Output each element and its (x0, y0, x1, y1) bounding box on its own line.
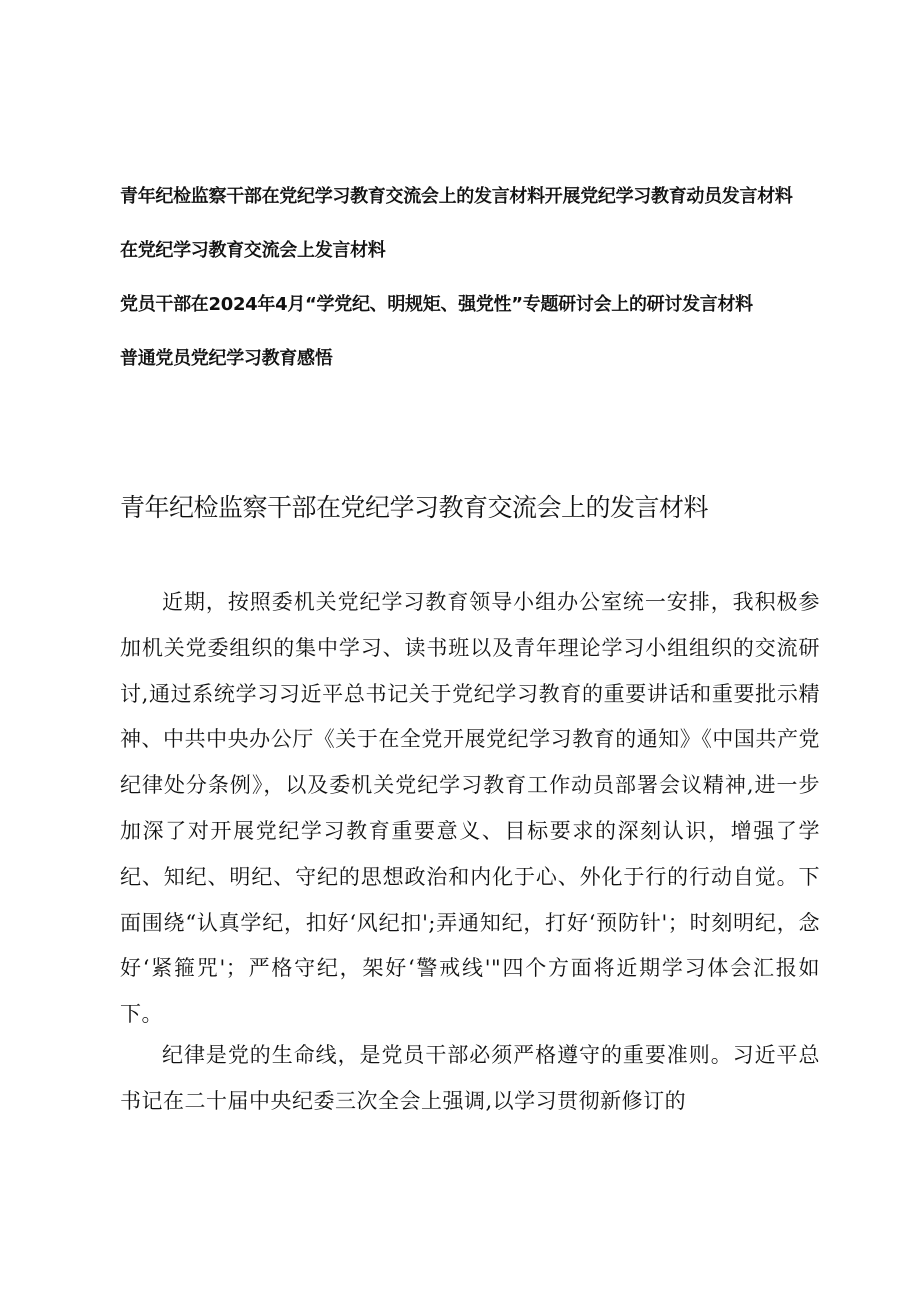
table-of-contents (120, 184, 820, 400)
body-paragraph: 纪律是党的生命线，是党员干部必须严格遵守的重要准则。习近平总书记在二十届中央纪委三次全会上强调,以学习贯彻新修订的 (120, 1043, 820, 1113)
body-paragraph: 近期，按照委机关党纪学习教育领导小组办公室统一安排，我积极参加机关党委组织的集中学习、读书班以及青年理论学习小组组织的交流研讨,通过系统学习习近平总书记关于党纪学习教育的重要讲话和重要批示精神、中共中央办公厅《关于在全党开展党纪学习教育的通知》《中国共产党纪律处分条例》，以及委机关党纪学习教育工作动员部署会议精神,进一步加深了对开展党纪学习教育重要意义、目标要求的深刻认识，增强了学纪、知纪、明纪、守纪的思想政治和内化于心、外化于行的行动自觉。下面围绕“认真学纪，扣好‘风纪扣';弄通知纪，打好‘预防针'；时刻明纪，念好‘紧箍咒'；严格守纪，架好‘警戒线'"四个方面将近期学习体会汇报如下。 (120, 590, 820, 1027)
toc-item: 在党纪学习教育交流会上发言材料 (120, 240, 386, 261)
article-title: 青年纪检监察干部在党纪学习教育交流会上的发言材料 (120, 493, 709, 522)
toc-item: 青年纪检监察干部在党纪学习教育交流会上的发言材料开展党纪学习教育动员发言材料 (120, 186, 793, 207)
toc-item: 党员干部在2024年4月“学党纪、明规矩、强党性”专题研讨会上的研讨发言材料 (120, 294, 753, 315)
toc-item: 普通党员党纪学习教育感悟 (120, 348, 333, 369)
